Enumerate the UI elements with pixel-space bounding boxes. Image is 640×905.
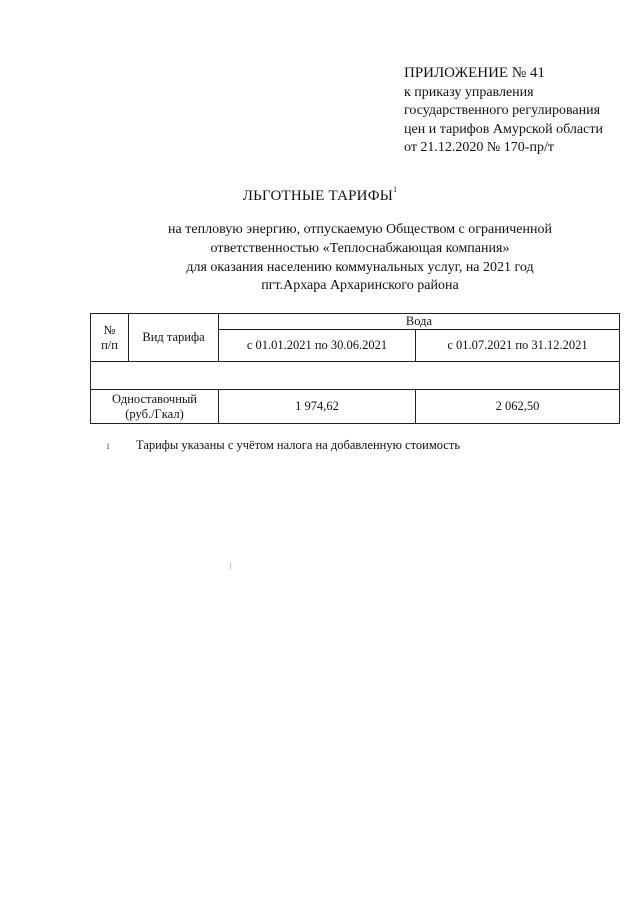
header-period-2: с 01.07.2021 по 31.12.2021 xyxy=(416,330,620,362)
header-period-1: с 01.01.2021 по 30.06.2021 xyxy=(219,330,416,362)
subtitle-line: для оказания населению коммунальных услуг, на 2021 год xyxy=(186,259,534,275)
appendix-line: к приказу управления xyxy=(404,84,534,100)
document-title-text: ЛЬГОТНЫЕ ТАРИФЫ xyxy=(242,188,394,204)
subtitle-line: пгт.Архара Архаринского района xyxy=(261,278,459,294)
tariff-type-value: Одноставочный (руб./Гкал) xyxy=(112,391,197,421)
footnote xyxy=(106,438,460,453)
appendix-header xyxy=(404,64,634,158)
header-number: № п/п xyxy=(91,314,129,362)
document-subtitle xyxy=(140,221,580,296)
empty-row xyxy=(91,362,620,390)
appendix-line: цен и тарифов Амурской области xyxy=(404,121,603,137)
table-row xyxy=(91,390,620,424)
title-footnote-mark: 1 xyxy=(393,185,398,194)
header-tariff-type: Вид тарифа xyxy=(129,314,219,362)
tariff-type-cell xyxy=(91,390,219,424)
subtitle-line: на тепловую энергию, отпускаемую Обществом с ограниченной xyxy=(168,222,552,237)
document-title xyxy=(0,185,640,205)
footnote-mark: 1 xyxy=(106,442,110,451)
appendix-title: ПРИЛОЖЕНИЕ № 41 xyxy=(404,65,545,81)
subtitle-line: ответственностью «Теплоснабжающая компания» xyxy=(210,240,510,256)
tariff-table xyxy=(90,313,620,424)
appendix-line: государственного регулирования xyxy=(404,103,601,118)
footnote-text: Тарифы указаны с учётом налога на добавленную стоимость xyxy=(136,438,461,452)
header-group-water: Вода xyxy=(219,314,620,330)
value-period-2: 2 062,50 xyxy=(416,390,620,424)
appendix-line: от 21.12.2020 № 170-пр/т xyxy=(404,140,554,155)
value-period-1: 1 974,62 xyxy=(219,390,416,424)
scan-artifact xyxy=(230,563,231,569)
